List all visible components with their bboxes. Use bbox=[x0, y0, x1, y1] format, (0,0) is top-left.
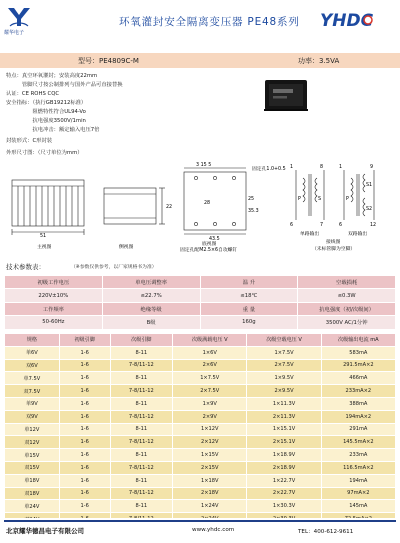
dim-depth-label: 35.3 bbox=[248, 209, 259, 214]
table-cell: 8-11 bbox=[110, 474, 173, 487]
pin-label: 7 bbox=[320, 223, 324, 228]
table-cell: 1×7.5V bbox=[247, 346, 321, 359]
footer-company: 北京耀华德昌电子有限公司 bbox=[6, 527, 84, 535]
wiring-note: （未标管脚为空脚） bbox=[312, 247, 356, 252]
power-label: 功率：3.5VA bbox=[298, 57, 340, 65]
table-cell: 1×7.5V bbox=[173, 372, 247, 385]
bottom-view-drawing bbox=[184, 168, 246, 234]
side-view-drawing bbox=[104, 188, 165, 224]
pin-label: P bbox=[298, 197, 301, 202]
table-cell: 双7.5V bbox=[5, 385, 60, 398]
table-row bbox=[5, 474, 396, 487]
table-cell: 1×24V bbox=[173, 500, 247, 513]
tech-params-table bbox=[4, 275, 396, 330]
table-cell: 空载损耗 bbox=[298, 276, 396, 289]
table-cell: 1-6 bbox=[59, 500, 110, 513]
pin-label: S bbox=[318, 197, 322, 202]
table-cell: 单7.5V bbox=[5, 372, 60, 385]
feature-line: 抗电冲击：额定输入电压7倍 bbox=[6, 127, 100, 133]
bottom-view-caption: 底视图 bbox=[202, 242, 217, 247]
table-cell: 1-6 bbox=[59, 385, 110, 398]
column-header: 次级满载电压 V bbox=[173, 334, 247, 347]
table-row bbox=[5, 385, 396, 398]
table-cell: 2×15V bbox=[173, 461, 247, 474]
model-label: 型号：PE4809C-M bbox=[78, 57, 139, 65]
table-row bbox=[5, 487, 396, 500]
table-cell: 双18V bbox=[5, 487, 60, 500]
column-header: 规格 bbox=[5, 334, 60, 347]
side-view-caption: 侧视图 bbox=[119, 245, 134, 250]
dimension-drawings bbox=[4, 160, 396, 252]
table-cell: 1-6 bbox=[59, 487, 110, 500]
table-header-row bbox=[5, 334, 396, 347]
table-cell: 1-6 bbox=[59, 410, 110, 423]
table-row bbox=[5, 449, 396, 462]
table-cell: 233mA bbox=[321, 449, 395, 462]
table-row bbox=[5, 500, 396, 513]
table-cell: 233mA×2 bbox=[321, 385, 395, 398]
table-row bbox=[5, 372, 396, 385]
table-cell: B级 bbox=[102, 316, 200, 329]
table-cell: 2×7.5V bbox=[173, 385, 247, 398]
spec-table bbox=[4, 333, 396, 526]
table-cell: 1×15.1V bbox=[247, 423, 321, 436]
table-row bbox=[5, 346, 396, 359]
table-cell: 1×9.5V bbox=[247, 372, 321, 385]
main-view-drawing bbox=[12, 180, 84, 235]
table-cell: 单电压调整率 bbox=[102, 276, 200, 289]
table-cell: 工作频率 bbox=[5, 302, 103, 315]
table-cell: 1-6 bbox=[59, 372, 110, 385]
feature-line: 安全指标：（执行GB19212标准） bbox=[6, 100, 87, 106]
dual-output-caption: 双路输出 bbox=[348, 232, 368, 237]
table-cell: 145.5mA×2 bbox=[321, 436, 395, 449]
dim-height-label: 22 bbox=[166, 205, 173, 210]
pin-label: S2 bbox=[366, 207, 373, 212]
brand-logo bbox=[318, 9, 396, 31]
table-cell: 2×18V bbox=[173, 487, 247, 500]
table-cell: 初级工作电压 bbox=[5, 276, 103, 289]
table-cell: 7-8/11-12 bbox=[110, 410, 173, 423]
table-cell: 583mA bbox=[321, 346, 395, 359]
column-header: 次级输出电流 mA bbox=[321, 334, 395, 347]
column-header: 次级空载电压 V bbox=[247, 334, 321, 347]
feature-line: 阻燃特性符合UL94-Vo bbox=[6, 109, 86, 115]
table-cell: 1×15V bbox=[173, 449, 247, 462]
feature-line: 管脚尺寸按公制排列与国外产品可直接替换 bbox=[6, 82, 123, 88]
table-cell: 8-11 bbox=[110, 449, 173, 462]
table-row bbox=[5, 436, 396, 449]
table-cell: 2×22.7V bbox=[247, 487, 321, 500]
table-cell: 双12V bbox=[5, 436, 60, 449]
wiring-diagram-single bbox=[296, 170, 324, 220]
table-cell: 1×11.3V bbox=[247, 397, 321, 410]
pin-label: 1 bbox=[290, 165, 294, 170]
table-cell: 抗电强度（初/次级间） bbox=[298, 302, 396, 315]
pin-label: P bbox=[346, 197, 349, 202]
table-cell: 160g bbox=[200, 316, 298, 329]
table-cell: 2×15.1V bbox=[247, 436, 321, 449]
table-cell: 单15V bbox=[5, 449, 60, 462]
table-cell: 1×18V bbox=[173, 474, 247, 487]
table-row bbox=[5, 316, 396, 329]
table-cell: 1×6V bbox=[173, 346, 247, 359]
column-header: 初级引脚 bbox=[59, 334, 110, 347]
table-cell: 8-11 bbox=[110, 372, 173, 385]
table-cell: 8-11 bbox=[110, 500, 173, 513]
company-logo bbox=[6, 6, 32, 28]
pin-label: 6 bbox=[339, 223, 343, 228]
table-cell: 2×12V bbox=[173, 436, 247, 449]
table-cell: 1-6 bbox=[59, 423, 110, 436]
pin-label: 8 bbox=[320, 165, 324, 170]
feature-line: 外形尺寸图：（尺寸单位为mm） bbox=[6, 150, 83, 156]
main-view-caption: 主视图 bbox=[37, 245, 52, 250]
table-cell: 388mA bbox=[321, 397, 395, 410]
tech-params-note: （※参数仅供参考，以厂家规格书为准） bbox=[71, 265, 157, 270]
table-cell: 2×7.5V bbox=[247, 359, 321, 372]
table-cell: 单12V bbox=[5, 423, 60, 436]
dim-c-label: 28 bbox=[204, 201, 211, 206]
table-cell: 1×12V bbox=[173, 423, 247, 436]
table-cell: 7-8/11-12 bbox=[110, 487, 173, 500]
table-cell: 145mA bbox=[321, 500, 395, 513]
logo-caption: 耀华电子 bbox=[4, 30, 25, 36]
table-row bbox=[5, 461, 396, 474]
table-cell: 温 升 bbox=[200, 276, 298, 289]
table-row bbox=[5, 302, 396, 315]
table-cell: 1-6 bbox=[59, 346, 110, 359]
table-row bbox=[5, 410, 396, 423]
table-cell: 7-8/11-12 bbox=[110, 385, 173, 398]
table-cell: 291.5mA×2 bbox=[321, 359, 395, 372]
table-cell: 2×18.9V bbox=[247, 461, 321, 474]
table-row bbox=[5, 397, 396, 410]
brand-logo-text: YHDC bbox=[320, 11, 374, 31]
pin-label: 12 bbox=[370, 223, 377, 228]
dim-width-label: 51 bbox=[40, 234, 47, 239]
table-cell: 单24V bbox=[5, 500, 60, 513]
table-cell: ≤22.7% bbox=[102, 289, 200, 302]
model-bar bbox=[0, 53, 400, 68]
footer-phone: TEL：400-612-9611 bbox=[298, 529, 354, 535]
table-cell: 97mA×2 bbox=[321, 487, 395, 500]
feature-line: 抗电强度3500V/1min bbox=[6, 118, 86, 124]
tech-params-title: 技术参数表： bbox=[6, 263, 45, 271]
mount-note: 固定孔配M2.5×6自攻螺钉 bbox=[180, 248, 238, 252]
table-row bbox=[5, 289, 396, 302]
pin-label: 1 bbox=[339, 165, 343, 170]
table-cell: ≤18℃ bbox=[200, 289, 298, 302]
feature-line: 封装形式：C形封装 bbox=[6, 138, 53, 144]
bottom-pins-top: 3 15 5 bbox=[196, 163, 212, 168]
table-cell: 1×18.9V bbox=[247, 449, 321, 462]
table-cell: 194mA×2 bbox=[321, 410, 395, 423]
table-cell: 1-6 bbox=[59, 449, 110, 462]
table-cell: 466mA bbox=[321, 372, 395, 385]
table-cell: 220V±10% bbox=[5, 289, 103, 302]
table-row bbox=[5, 359, 396, 372]
pin-label: S1 bbox=[366, 183, 373, 188]
footer-website: www.yhdc.com bbox=[192, 527, 235, 533]
feature-line: 认证：CE ROHS CQC bbox=[6, 91, 60, 97]
table-cell: 1-6 bbox=[59, 461, 110, 474]
wiring-diagram-dual bbox=[344, 170, 374, 220]
document-title: 环氧灌封安全隔离变压器 PE48系列 bbox=[119, 16, 300, 28]
column-header: 次级引脚 bbox=[110, 334, 173, 347]
table-cell: 1×30.3V bbox=[247, 500, 321, 513]
table-cell: 194mA bbox=[321, 474, 395, 487]
table-cell: 单18V bbox=[5, 474, 60, 487]
table-cell: 1×9V bbox=[173, 397, 247, 410]
table-cell: 双6V bbox=[5, 359, 60, 372]
table-cell: 1×22.7V bbox=[247, 474, 321, 487]
table-cell: 1-6 bbox=[59, 474, 110, 487]
single-output-caption: 单路输出 bbox=[300, 232, 320, 237]
table-cell: 50-60Hz bbox=[5, 316, 103, 329]
table-cell: 2×11.3V bbox=[247, 410, 321, 423]
table-cell: 3500V AC/1分钟 bbox=[298, 316, 396, 329]
table-cell: 双15V bbox=[5, 461, 60, 474]
table-cell: 8-11 bbox=[110, 423, 173, 436]
table-row bbox=[5, 423, 396, 436]
table-cell: 绝缘等级 bbox=[102, 302, 200, 315]
pin-label: 9 bbox=[370, 165, 374, 170]
table-cell: ≤0.3W bbox=[298, 289, 396, 302]
dim-b-label: 25 bbox=[248, 197, 255, 202]
table-cell: 1-6 bbox=[59, 436, 110, 449]
dim-a-label: 43.5 bbox=[209, 237, 220, 242]
table-cell: 2×6V bbox=[173, 359, 247, 372]
product-photo bbox=[262, 76, 310, 114]
table-cell: 重 量 bbox=[200, 302, 298, 315]
table-cell: 1-6 bbox=[59, 397, 110, 410]
feature-line: 特点：真空环氧灌封；安装高度22mm bbox=[6, 73, 98, 79]
table-cell: 116.5mA×2 bbox=[321, 461, 395, 474]
table-cell: 8-11 bbox=[110, 397, 173, 410]
footer-divider bbox=[4, 520, 396, 522]
spec-table-body bbox=[5, 346, 396, 525]
table-cell: 291mA bbox=[321, 423, 395, 436]
wiring-caption: 接线图 bbox=[326, 240, 341, 245]
table-cell: 单9V bbox=[5, 397, 60, 410]
table-cell: 7-8/11-12 bbox=[110, 359, 173, 372]
table-cell: 8-11 bbox=[110, 346, 173, 359]
pin-label: 6 bbox=[290, 223, 294, 228]
pin-hole-note: 固定孔1.0+0.5 bbox=[252, 167, 286, 172]
table-cell: 单6V bbox=[5, 346, 60, 359]
table-cell: 2×9V bbox=[173, 410, 247, 423]
table-cell: 双9V bbox=[5, 410, 60, 423]
table-cell: 7-8/11-12 bbox=[110, 436, 173, 449]
table-cell: 2×9.5V bbox=[247, 385, 321, 398]
table-row bbox=[5, 276, 396, 289]
table-cell: 7-8/11-12 bbox=[110, 461, 173, 474]
table-cell: 1-6 bbox=[59, 359, 110, 372]
